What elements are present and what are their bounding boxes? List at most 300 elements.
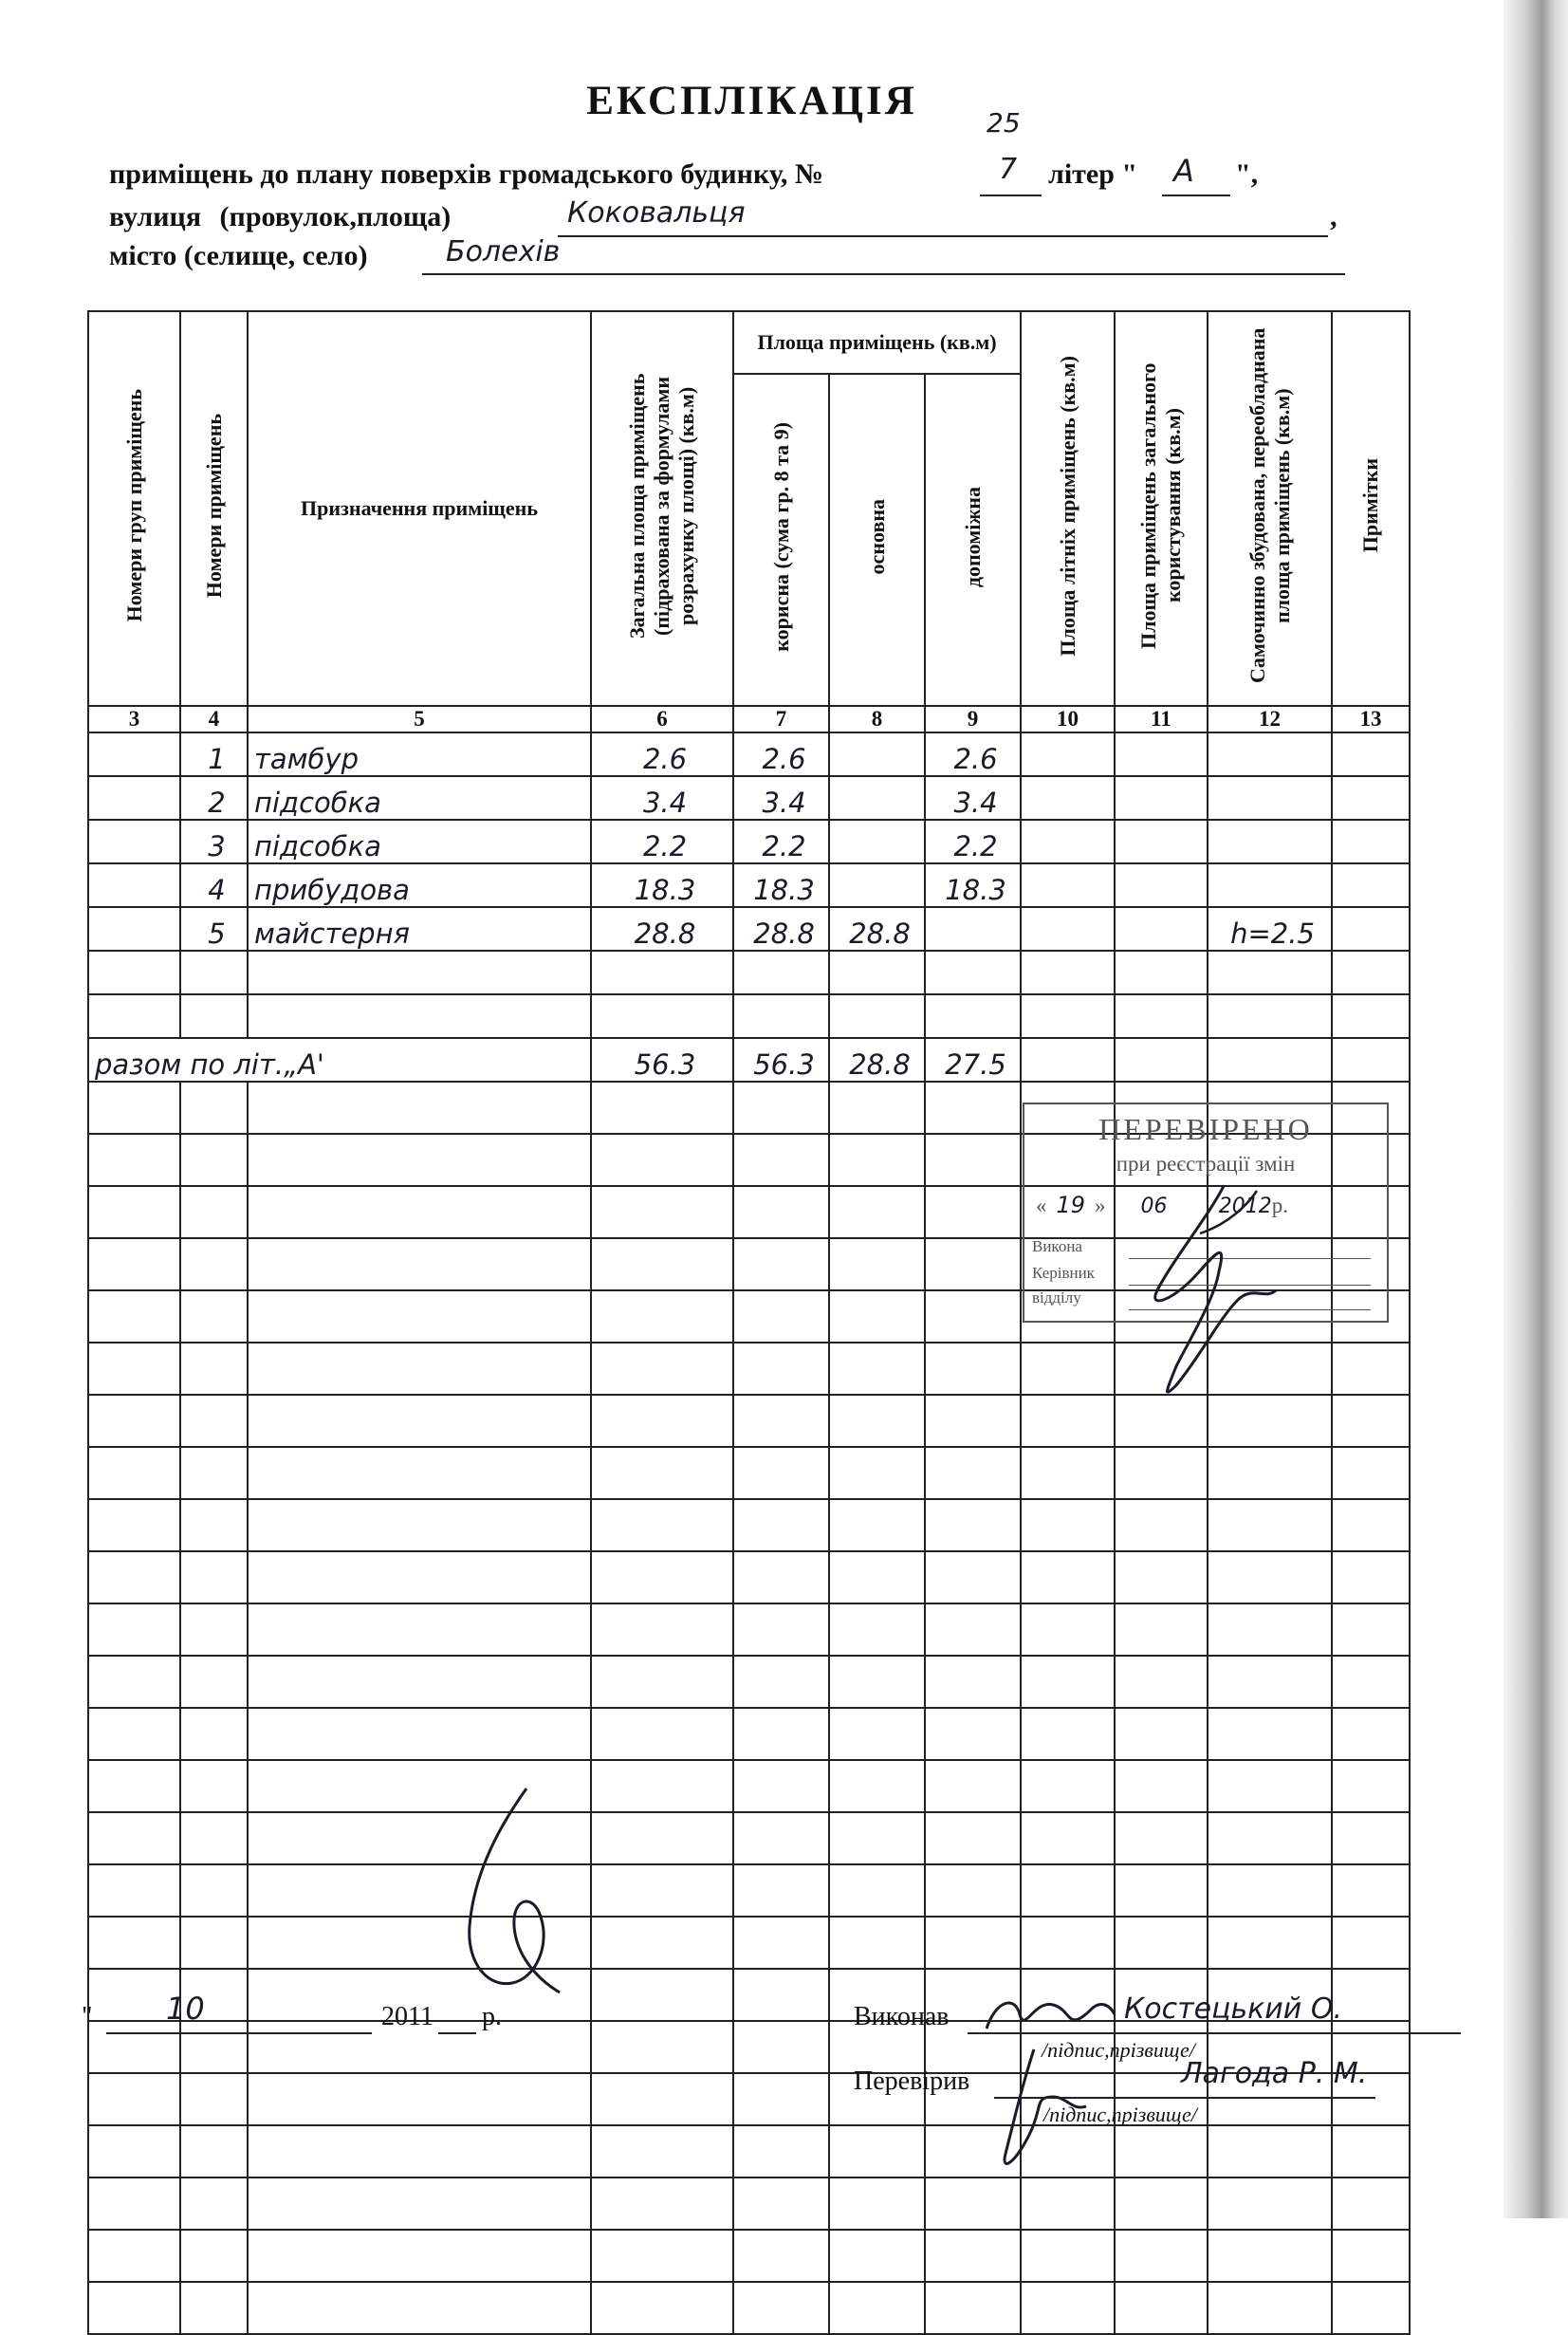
empty-cell (591, 2282, 733, 2334)
cell-aux: 2.2 (925, 820, 1021, 863)
cell-self_built (1208, 863, 1332, 907)
scan-edge-shadow (1503, 0, 1568, 2218)
empty-cell (733, 1917, 829, 1969)
empty-cell (180, 1134, 248, 1186)
empty-cell (248, 1551, 591, 1603)
empty-cell (925, 1917, 1021, 1969)
cell-main (829, 820, 925, 863)
cell-useful (733, 994, 829, 1038)
cell-summer (1021, 994, 1115, 1038)
empty-cell (733, 2177, 829, 2230)
total-main: 28.8 (829, 1038, 925, 1082)
empty-row (88, 1812, 1410, 1864)
empty-cell (1332, 1760, 1410, 1812)
empty-cell (733, 1343, 829, 1395)
empty-cell (1021, 1447, 1115, 1499)
empty-cell (1332, 1551, 1410, 1603)
empty-cell (88, 1812, 180, 1864)
empty-cell (248, 1656, 591, 1708)
cell-group (88, 907, 180, 951)
document-title: ЕКСПЛІКАЦІЯ (586, 79, 917, 123)
empty-cell (733, 1760, 829, 1812)
stamp-label-executor: Викона (1032, 1237, 1082, 1255)
empty-cell (88, 2177, 180, 2230)
empty-cell (88, 2021, 180, 2073)
empty-cell (591, 1917, 733, 1969)
empty-cell (733, 1238, 829, 1290)
cell-main: 28.8 (829, 907, 925, 951)
cell-useful: 2.2 (733, 820, 829, 863)
cell-note (1332, 732, 1410, 776)
empty-cell (248, 1186, 591, 1238)
empty-cell (88, 1395, 180, 1447)
empty-cell (1208, 1603, 1332, 1656)
empty-cell (1115, 1917, 1208, 1969)
empty-cell (180, 1447, 248, 1499)
empty-cell (1208, 2230, 1332, 2282)
empty-cell (180, 2125, 248, 2177)
empty-cell (1332, 1917, 1410, 1969)
empty-cell (88, 1499, 180, 1551)
litera-value: А (1173, 153, 1194, 189)
cell-common (1115, 907, 1208, 951)
stamp-year: 2012 (1218, 1195, 1272, 1218)
empty-cell (829, 2282, 925, 2334)
empty-cell (1021, 1603, 1115, 1656)
cell-self_built (1208, 951, 1332, 994)
empty-cell (1021, 1708, 1115, 1760)
empty-cell (591, 1864, 733, 1917)
empty-cell (733, 1656, 829, 1708)
cell-purpose: прибудова (248, 863, 591, 907)
empty-cell (733, 2021, 829, 2073)
table-row (88, 863, 1410, 907)
empty-cell (591, 1395, 733, 1447)
empty-cell (591, 2021, 733, 2073)
empty-cell (925, 1290, 1021, 1343)
cell-purpose: підсобка (248, 820, 591, 863)
header-aux: допоміжна (925, 374, 1021, 706)
header-line1-prefix: приміщень до плану поверхів громадського будинку, № (109, 158, 823, 190)
total-empty-cell (1115, 1038, 1208, 1082)
empty-cell (1021, 1395, 1115, 1447)
total-total: 56.3 (591, 1038, 733, 1082)
empty-cell (1332, 1708, 1410, 1760)
empty-cell (88, 1708, 180, 1760)
empty-cell (591, 1134, 733, 1186)
empty-cell (1115, 1656, 1208, 1708)
total-useful: 56.3 (733, 1038, 829, 1082)
empty-cell (591, 2073, 733, 2125)
empty-cell (829, 1812, 925, 1864)
cell-aux: 18.3 (925, 863, 1021, 907)
empty-row (88, 1447, 1410, 1499)
empty-cell (1332, 1603, 1410, 1656)
empty-cell (591, 1499, 733, 1551)
empty-cell (180, 1290, 248, 1343)
cell-note (1332, 994, 1410, 1038)
total-label: разом по літ.„А' (88, 1038, 591, 1082)
cell-total (591, 994, 733, 1038)
cell-total: 28.8 (591, 907, 733, 951)
street-value: Коковальця (567, 196, 746, 230)
empty-cell (733, 1812, 829, 1864)
empty-cell (829, 1864, 925, 1917)
total-empty-cell (1332, 1038, 1410, 1082)
cell-common (1115, 863, 1208, 907)
empty-row (88, 2282, 1410, 2334)
stamp-year-suffix: р. (1271, 1194, 1289, 1217)
empty-cell (829, 1656, 925, 1708)
cell-aux: 3.4 (925, 776, 1021, 820)
city-value: Болехів (446, 235, 561, 269)
empty-cell (1208, 1917, 1332, 1969)
empty-cell (591, 1812, 733, 1864)
signature-caption-2: /підпис,прізвище/ (1043, 2103, 1197, 2126)
cell-main (829, 863, 925, 907)
header-area-group: Площа приміщень (кв.м) (733, 311, 1021, 374)
footer-date-year: 2011 (381, 2002, 434, 2031)
column-number-row (88, 706, 1410, 732)
empty-cell (180, 1656, 248, 1708)
empty-cell (180, 1917, 248, 1969)
executed-name: Костецький О. (1124, 1992, 1342, 2026)
empty-cell (829, 1290, 925, 1343)
empty-cell (1332, 2125, 1410, 2177)
empty-cell (1115, 2125, 1208, 2177)
cell-common (1115, 776, 1208, 820)
empty-row (88, 2177, 1410, 2230)
empty-cell (591, 1656, 733, 1708)
empty-cell (1021, 1760, 1115, 1812)
empty-cell (925, 1395, 1021, 1447)
empty-cell (1021, 2177, 1115, 2230)
header-useful: корисна (сума гр. 8 та 9) (733, 374, 829, 706)
empty-cell (1208, 1760, 1332, 1812)
empty-cell (248, 1134, 591, 1186)
empty-cell (88, 1290, 180, 1343)
empty-cell (1115, 2282, 1208, 2334)
header-self-built: Самочинно збудована, переобладнана площа приміщень (кв.м) (1208, 311, 1332, 706)
empty-cell (733, 2125, 829, 2177)
executed-underline (968, 2032, 1461, 2034)
empty-cell (248, 1343, 591, 1395)
cell-main (829, 776, 925, 820)
empty-cell (925, 1082, 1021, 1134)
empty-cell (1332, 2282, 1410, 2334)
empty-cell (925, 1603, 1021, 1656)
empty-cell (1332, 1343, 1410, 1395)
cell-note (1332, 863, 1410, 907)
empty-cell (591, 1760, 733, 1812)
empty-cell (733, 1134, 829, 1186)
cell-group (88, 820, 180, 863)
empty-cell (1115, 1603, 1208, 1656)
empty-cell (829, 1603, 925, 1656)
cell-num: 5 (180, 907, 248, 951)
header-total-area: Загальна площа приміщень (підрахована за формулами розрахунку площі) (кв.м) (591, 311, 733, 706)
empty-cell (925, 1499, 1021, 1551)
checked-label: Перевірив (854, 2066, 970, 2096)
cell-aux: 2.6 (925, 732, 1021, 776)
cell-useful: 28.8 (733, 907, 829, 951)
empty-cell (925, 1343, 1021, 1395)
empty-cell (591, 1551, 733, 1603)
empty-cell (180, 1603, 248, 1656)
empty-row (88, 1603, 1410, 1656)
cell-common (1115, 994, 1208, 1038)
cell-purpose: тамбур (248, 732, 591, 776)
empty-cell (180, 1708, 248, 1760)
empty-cell (88, 1917, 180, 1969)
empty-row (88, 1551, 1410, 1603)
house-number: 7 (999, 153, 1018, 186)
empty-cell (88, 2282, 180, 2334)
empty-cell (1021, 1917, 1115, 1969)
header-room-numbers: Номери приміщень (180, 311, 248, 706)
cell-note (1332, 776, 1410, 820)
empty-cell (829, 1708, 925, 1760)
empty-cell (180, 2282, 248, 2334)
stamp-label-head: Керівник (1032, 1264, 1095, 1282)
empty-cell (88, 1343, 180, 1395)
empty-cell (248, 2177, 591, 2230)
cell-useful: 18.3 (733, 863, 829, 907)
empty-cell (591, 1969, 733, 2021)
empty-cell (1115, 1812, 1208, 1864)
empty-cell (248, 2125, 591, 2177)
cell-note (1332, 951, 1410, 994)
empty-cell (733, 1186, 829, 1238)
table-row (88, 820, 1410, 863)
empty-cell (829, 1447, 925, 1499)
total-empty-cell (1021, 1038, 1115, 1082)
litera-underline (1162, 195, 1230, 196)
empty-cell (180, 1864, 248, 1917)
empty-cell (248, 1395, 591, 1447)
empty-cell (925, 1238, 1021, 1290)
empty-cell (829, 1134, 925, 1186)
header-group-numbers: Номери груп приміщень (88, 311, 180, 706)
empty-cell (1208, 2125, 1332, 2177)
column-number: 7 (733, 706, 829, 732)
column-number: 13 (1332, 706, 1410, 732)
empty-cell (1332, 1969, 1410, 2021)
cell-total: 3.4 (591, 776, 733, 820)
cell-self_built (1208, 776, 1332, 820)
empty-cell (1208, 1551, 1332, 1603)
empty-cell (88, 1760, 180, 1812)
empty-cell (1021, 1551, 1115, 1603)
empty-cell (925, 1864, 1021, 1917)
large-signature-icon (446, 1784, 569, 2011)
empty-row (88, 2125, 1410, 2177)
empty-cell (591, 1290, 733, 1343)
empty-cell (829, 2230, 925, 2282)
empty-cell (1208, 1708, 1332, 1760)
empty-cell (248, 2230, 591, 2282)
footer-date-day: 10 (166, 1991, 205, 2027)
column-number: 5 (248, 706, 591, 732)
empty-cell (829, 1238, 925, 1290)
column-number: 6 (591, 706, 733, 732)
cell-common (1115, 820, 1208, 863)
cell-summer (1021, 732, 1115, 776)
empty-cell (88, 1656, 180, 1708)
empty-cell (180, 1395, 248, 1447)
empty-cell (88, 1134, 180, 1186)
empty-cell (180, 2021, 248, 2073)
cell-main (829, 732, 925, 776)
cell-aux (925, 994, 1021, 1038)
empty-cell (88, 1551, 180, 1603)
empty-cell (180, 1238, 248, 1290)
empty-cell (1115, 1551, 1208, 1603)
cell-main (829, 994, 925, 1038)
cell-note (1332, 907, 1410, 951)
empty-cell (829, 2177, 925, 2230)
empty-cell (591, 1186, 733, 1238)
cell-common (1115, 732, 1208, 776)
cell-useful: 3.4 (733, 776, 829, 820)
empty-cell (1115, 1447, 1208, 1499)
empty-cell (180, 1551, 248, 1603)
empty-cell (88, 2230, 180, 2282)
empty-cell (925, 1760, 1021, 1812)
empty-cell (1208, 2282, 1332, 2334)
stamp-month: 06 (1140, 1195, 1168, 1218)
empty-cell (180, 1812, 248, 1864)
cell-main (829, 951, 925, 994)
city-underline (422, 273, 1345, 275)
litera-label: літер " (1048, 158, 1138, 190)
empty-cell (1332, 1812, 1410, 1864)
empty-cell (1332, 1447, 1410, 1499)
empty-cell (1021, 2230, 1115, 2282)
checked-name: Лагода Р. М. (1181, 2057, 1368, 2090)
empty-cell (925, 1708, 1021, 1760)
cell-self_built (1208, 820, 1332, 863)
cell-purpose (248, 951, 591, 994)
empty-cell (591, 1082, 733, 1134)
cell-summer (1021, 776, 1115, 820)
header-main: основна (829, 374, 925, 706)
empty-row (88, 1760, 1410, 1812)
empty-cell (1208, 1864, 1332, 1917)
empty-cell (591, 1603, 733, 1656)
empty-cell (591, 2177, 733, 2230)
empty-cell (591, 1447, 733, 1499)
empty-cell (1021, 2282, 1115, 2334)
cell-note (1332, 820, 1410, 863)
empty-cell (925, 2230, 1021, 2282)
empty-cell (925, 1551, 1021, 1603)
table-row (88, 776, 1410, 820)
cell-aux (925, 951, 1021, 994)
column-number: 10 (1021, 706, 1115, 732)
empty-cell (925, 1447, 1021, 1499)
signature-caption-1: /підпис,прізвище/ (1042, 2038, 1195, 2062)
empty-cell (591, 1708, 733, 1760)
cell-summer (1021, 863, 1115, 907)
empty-row (88, 2230, 1410, 2282)
empty-cell (248, 1238, 591, 1290)
cell-num (180, 994, 248, 1038)
empty-cell (733, 1290, 829, 1343)
empty-cell (733, 2073, 829, 2125)
empty-cell (829, 1343, 925, 1395)
cell-num: 1 (180, 732, 248, 776)
empty-cell (829, 1499, 925, 1551)
empty-cell (1208, 1656, 1332, 1708)
empty-row (88, 1499, 1410, 1551)
empty-cell (248, 2073, 591, 2125)
empty-cell (180, 1760, 248, 1812)
empty-cell (248, 1447, 591, 1499)
cell-total: 2.2 (591, 820, 733, 863)
column-number: 4 (180, 706, 248, 732)
empty-cell (925, 2282, 1021, 2334)
cell-useful: 2.6 (733, 732, 829, 776)
empty-cell (248, 1499, 591, 1551)
header-summer-area: Площа літніх приміщень (кв.м) (1021, 311, 1115, 706)
empty-cell (591, 1238, 733, 1290)
empty-cell (591, 1343, 733, 1395)
column-number: 11 (1115, 706, 1208, 732)
empty-cell (1208, 1812, 1332, 1864)
empty-cell (180, 2073, 248, 2125)
empty-cell (733, 1603, 829, 1656)
cell-summer (1021, 907, 1115, 951)
house-number-underline (980, 195, 1042, 196)
empty-cell (733, 1499, 829, 1551)
empty-cell (1021, 1656, 1115, 1708)
empty-cell (733, 1864, 829, 1917)
cell-summer (1021, 951, 1115, 994)
cell-summer (1021, 820, 1115, 863)
empty-cell (733, 1082, 829, 1134)
empty-cell (180, 2177, 248, 2230)
empty-cell (733, 1447, 829, 1499)
table-row (88, 994, 1410, 1038)
empty-cell (88, 1186, 180, 1238)
empty-cell (1021, 1343, 1115, 1395)
cell-total: 18.3 (591, 863, 733, 907)
empty-cell (1021, 1812, 1115, 1864)
footer-date-quote: " (82, 2002, 93, 2031)
empty-cell (248, 1603, 591, 1656)
empty-cell (925, 1186, 1021, 1238)
table-row (88, 732, 1410, 776)
empty-cell (180, 1343, 248, 1395)
footer-year-underline (438, 2032, 476, 2034)
empty-cell (829, 1760, 925, 1812)
empty-cell (180, 1499, 248, 1551)
empty-cell (1115, 1864, 1208, 1917)
cell-group (88, 951, 180, 994)
empty-cell (1208, 1499, 1332, 1551)
cell-num (180, 951, 248, 994)
header-notes: Примітки (1332, 311, 1410, 706)
empty-cell (88, 2073, 180, 2125)
cell-purpose: майстерня (248, 907, 591, 951)
empty-cell (1332, 1864, 1410, 1917)
total-row (88, 1038, 1410, 1082)
empty-cell (248, 1290, 591, 1343)
cell-total: 2.6 (591, 732, 733, 776)
empty-cell (591, 2230, 733, 2282)
empty-cell (88, 1603, 180, 1656)
